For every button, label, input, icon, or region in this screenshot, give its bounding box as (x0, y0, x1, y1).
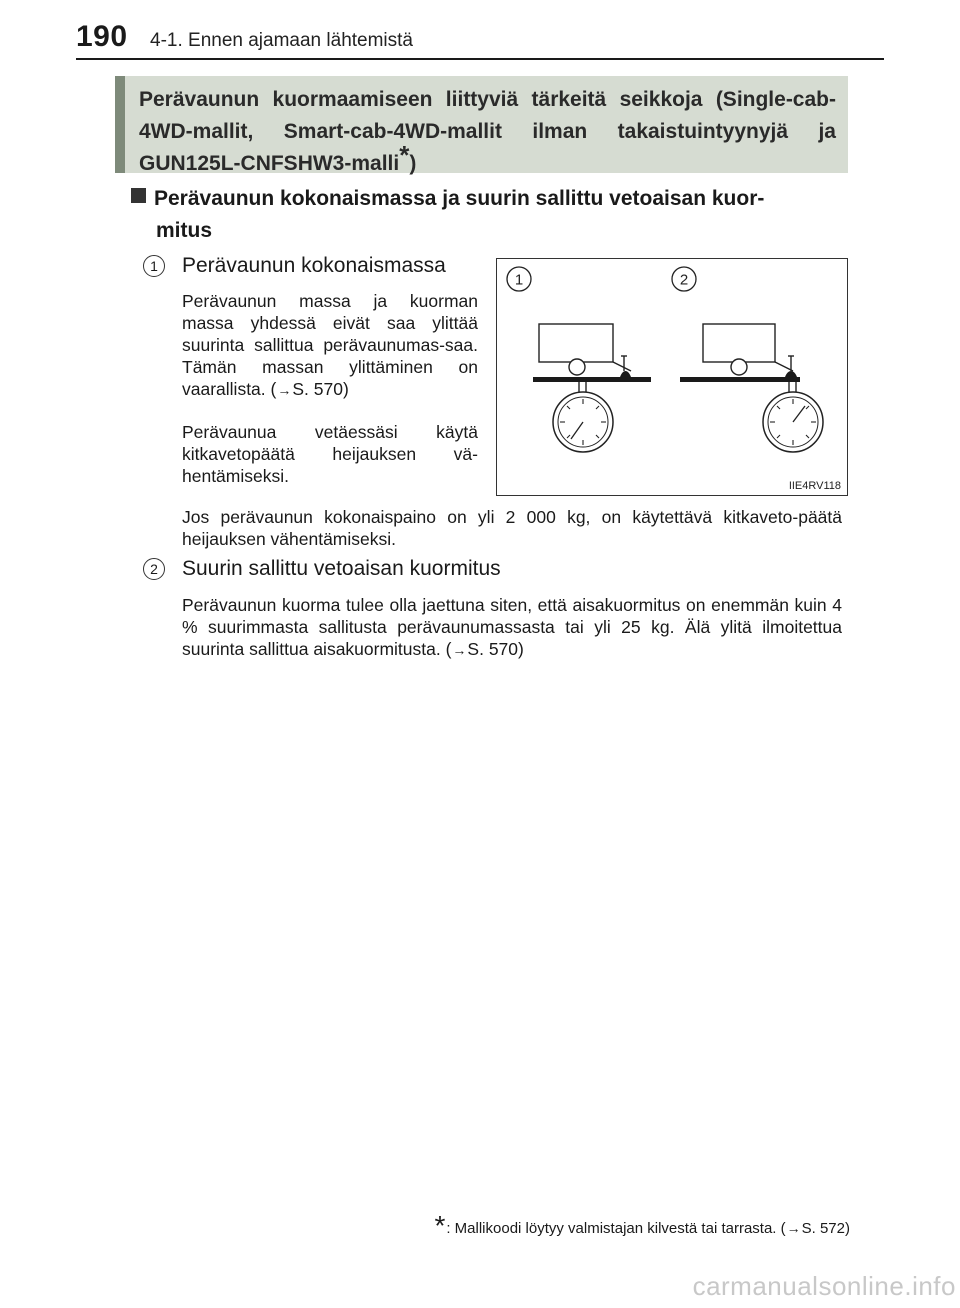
page-number: 190 (76, 20, 128, 53)
item-title-2: Suurin sallittu vetoaisan kuormitus (182, 557, 501, 580)
item2-paragraph-1 (182, 594, 842, 661)
page-reference[interactable]: S. 572) (801, 1220, 850, 1237)
header-rule (76, 58, 884, 60)
watermark: carmanualsonline.info (692, 1271, 956, 1301)
square-bullet-icon (131, 188, 146, 203)
title-box (115, 76, 848, 173)
svg-text:1: 1 (514, 271, 524, 289)
figure-illustration (497, 259, 846, 494)
item1-paragraph-1 (182, 290, 478, 401)
item1-paragraph-3: Jos perävaunun kokonaispaino on yli 2 000 kg, on käytettävä kitkaveto-päätä heijauksen vähentämiseksi. (182, 507, 842, 549)
footnote (434, 1210, 850, 1242)
footnote-text: : Mallikoodi löytyy valmistajan kilvestä tai tarrasta. ( (446, 1220, 786, 1237)
figure-label-1 (507, 267, 531, 291)
item1-paragraph-1-text: Perävaunun massa ja kuorman massa yhdessä eivät saa ylittää suurinta sallittua perävaunumas-saa. Tämän massan ylittäminen on vaarallista. ( (182, 291, 478, 399)
figure-code: IIE4RV118 (788, 480, 841, 492)
asterisk-icon: * (399, 140, 410, 170)
asterisk-icon: * (434, 1210, 446, 1241)
page-reference[interactable]: S. 570) (467, 639, 524, 659)
page-reference[interactable]: S. 570) (292, 379, 349, 399)
figure-label-2 (672, 267, 696, 291)
arrow-icon: → (786, 1220, 801, 1236)
trailer-total-mass-diagram (533, 324, 651, 452)
item-number-2: 2 (143, 558, 165, 580)
arrow-icon: → (277, 382, 292, 398)
subsection-line2: mitus (156, 219, 213, 242)
arrow-icon: → (452, 642, 467, 658)
item1-paragraph-2: Perävaunua vetäessäsi käytä kitkavetopäätä heijauksen vä-hentämiseksi. (182, 422, 478, 486)
item-title-1: Perävaunun kokonaismassa (182, 254, 446, 277)
subsection-title (131, 183, 846, 247)
tongue-load-diagram (680, 324, 823, 452)
item2-paragraph-1-text: Perävaunun kuorma tulee olla jaettuna siten, että aisakuormitus on enemmän kuin 4 % suurimmasta sallitusta perävaunumassasta tai yli 25 kg. Älä ylitä ilmoitettua suurinta sallittua aisakuormitusta. ( (182, 595, 842, 659)
title-close: ) (409, 152, 417, 175)
svg-text:2: 2 (679, 271, 689, 289)
item-number-1: 1 (143, 255, 165, 277)
trailer-weight-figure (496, 258, 848, 496)
section-header: 4-1. Ennen ajamaan lähtemistä (150, 30, 413, 51)
subsection-line1: Perävaunun kokonaismassa ja suurin sallittu vetoaisan kuor- (154, 187, 765, 210)
title-text: Perävaunun kuormaamiseen liittyviä tärkeitä seikkoja (Single-cab-4WD-mallit, Smart-cab-4WD-mallit ilman takaistuintyynyjä ja GUN125L-CNFSHW3-malli (139, 88, 836, 175)
